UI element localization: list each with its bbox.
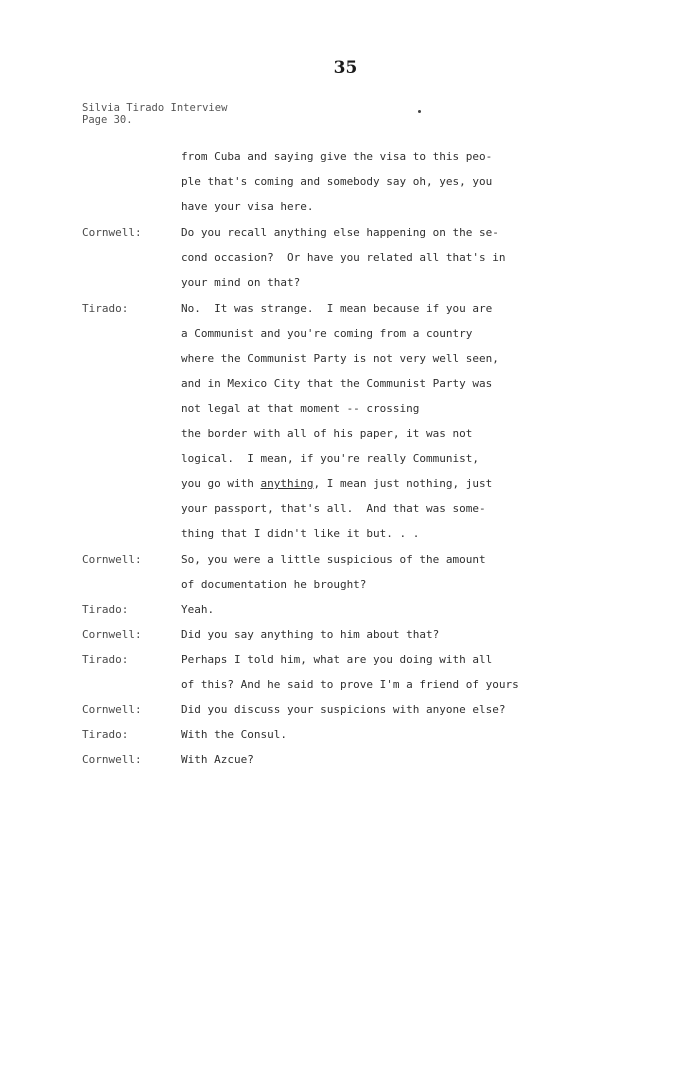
page-number: 35 bbox=[333, 58, 358, 78]
transcript-line: Yeah. bbox=[181, 603, 215, 616]
speaker-label: Tirado: bbox=[82, 302, 129, 315]
transcript-line: your passport, that's all. And that was some- bbox=[181, 502, 486, 515]
transcript-line: of documentation he brought? bbox=[181, 578, 367, 591]
transcript-line: thing that I didn't like it but. . . bbox=[181, 527, 420, 540]
document-header bbox=[82, 102, 227, 126]
transcript-line: your mind on that? bbox=[181, 276, 301, 289]
transcript-line: With Azcue? bbox=[181, 753, 254, 766]
header-page: Page 30. bbox=[82, 114, 133, 126]
transcript-line: the border with all of his paper, it was not bbox=[181, 427, 473, 440]
transcript-line: from Cuba and saying give the visa to this peo- bbox=[181, 150, 493, 163]
speaker-label: Cornwell: bbox=[82, 628, 142, 641]
transcript-line: not legal at that moment -- crossing bbox=[181, 402, 420, 415]
stray-mark bbox=[418, 110, 421, 113]
speaker-label: Cornwell: bbox=[82, 753, 142, 766]
transcript-line bbox=[181, 477, 492, 493]
transcript-line: Did you discuss your suspicions with anyone else? bbox=[181, 703, 506, 716]
speaker-label: Cornwell: bbox=[82, 553, 142, 566]
transcript-line: and in Mexico City that the Communist Party was bbox=[181, 377, 493, 390]
line-segment: , I mean just nothing, just bbox=[313, 477, 493, 490]
line-segment: you go with bbox=[181, 477, 261, 490]
speaker-label: Tirado: bbox=[82, 603, 129, 616]
transcript-line: have your visa here. bbox=[181, 200, 314, 213]
speaker-label: Tirado: bbox=[82, 728, 129, 741]
speaker-label: Cornwell: bbox=[82, 703, 142, 716]
transcript-line: ple that's coming and somebody say oh, yes, you bbox=[181, 175, 493, 188]
transcript-line: a Communist and you're coming from a country bbox=[181, 327, 473, 340]
transcript-line: Do you recall anything else happening on the se- bbox=[181, 226, 499, 239]
transcript-line: With the Consul. bbox=[181, 728, 287, 741]
transcript-line: cond occasion? Or have you related all that's in bbox=[181, 251, 506, 264]
speaker-label: Tirado: bbox=[82, 653, 129, 666]
transcript-line: logical. I mean, if you're really Communist, bbox=[181, 452, 480, 465]
transcript-line: of this? And he said to prove I'm a friend of yours bbox=[181, 678, 519, 691]
transcript-line: Perhaps I told him, what are you doing with all bbox=[181, 653, 493, 666]
transcript-line: where the Communist Party is not very well seen, bbox=[181, 352, 499, 365]
speaker-label: Cornwell: bbox=[82, 226, 142, 239]
underlined-word: anything bbox=[260, 477, 314, 490]
transcript-line: No. It was strange. I mean because if you are bbox=[181, 302, 493, 315]
transcript-line: So, you were a little suspicious of the amount bbox=[181, 553, 486, 566]
header-title: Silvia Tirado Interview bbox=[82, 102, 228, 114]
transcript-line: Did you say anything to him about that? bbox=[181, 628, 440, 641]
